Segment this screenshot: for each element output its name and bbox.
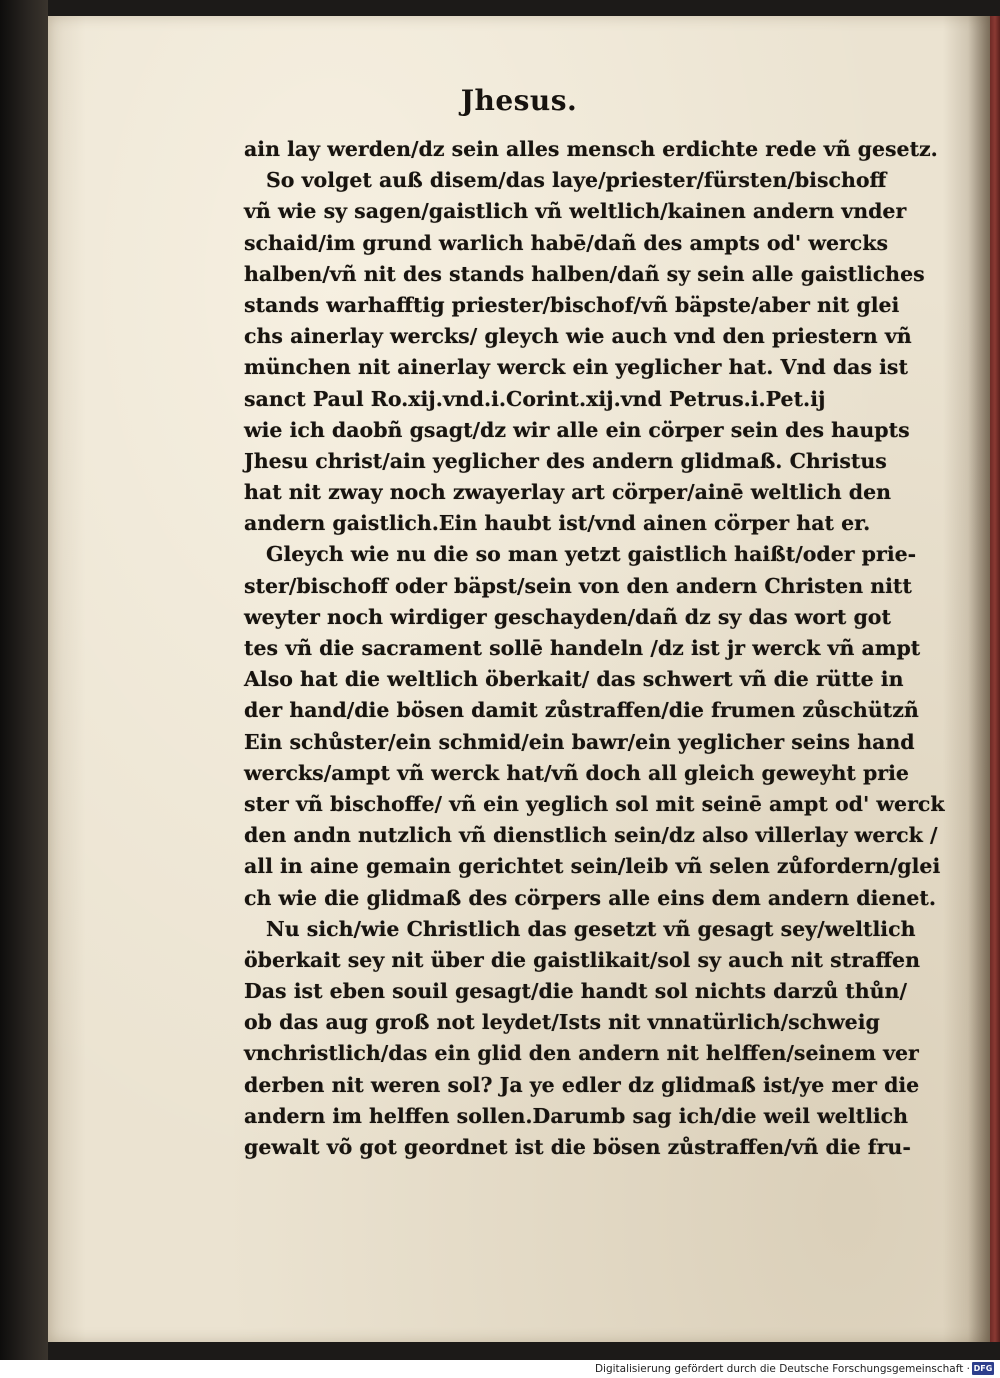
footer-bar (0, 1360, 1000, 1378)
page-red-edge (990, 16, 1000, 1342)
text-line: sanct Paul Ro.xij.vnd.i.Corint.xij.vnd Petrus.i.Pet.ij (244, 386, 826, 411)
text-line: Also hat die weltlich öberkait/ das schwert vñ die rütte in (244, 667, 904, 692)
text-line: öberkait sey nit über die gaistlikait/sol sy auch nit straffen (244, 947, 921, 972)
text-line: Das ist eben souil gesagt/die handt sol nichts darzů thůn/ (244, 979, 907, 1004)
text-line: der hand/die bösen damit zůstraffen/die frumen zůschützñ (244, 698, 919, 723)
text-line: wie ich daobñ gsagt/dz wir alle ein cörper sein des haupts (244, 417, 910, 442)
text-line: ch wie die glidmaß des cörpers alle eins dem andern dienet. (244, 885, 937, 910)
dfg-logo-icon: DFG (973, 1364, 993, 1373)
text-line: andern im helffen sollen.Darumb sag ich/die weil weltlich (244, 1103, 909, 1128)
text-line: wercks/ampt vñ werck hat/vñ doch all gleich geweyht prie (244, 760, 909, 785)
text-line: Jhesu christ/ain yeglicher des andern glidmaß. Christus (244, 448, 887, 473)
text-line: münchen nit ainerlay werck ein yeglicher hat. Vnd das ist (244, 355, 908, 380)
text-line: chs ainerlay wercks/ gleych wie auch vnd den priestern vñ (244, 324, 912, 349)
running-head: Jhesus. (460, 84, 578, 117)
text-line: Ein schůster/ein schmid/ein bawr/ein yeglicher seins hand (244, 729, 915, 754)
text-line: derben nit weren sol? Ja ye edler dz glidmaß ist/ye mer die (244, 1072, 920, 1097)
text-line: andern gaistlich.Ein haubt ist/vnd ainen cörper hat er. (244, 511, 871, 536)
text-line: schaid/im grund warlich habē/dañ des ampts od' wercks (244, 230, 889, 255)
text-line: vnchristlich/das ein glid den andern nit helffen/seinem ver (244, 1041, 919, 1066)
text-line: halben/vñ nit des stands halben/dañ sy sein alle gaistliches (244, 261, 925, 286)
text-line: weyter noch wirdiger geschayden/dañ dz sy das wort got (244, 604, 891, 629)
text-line: ster/bischoff oder bäpst/sein von den andern Christen nitt (244, 573, 912, 598)
text-line: So volget auß disem/das laye/priester/fürsten/bischoff (266, 168, 887, 193)
text-line: all in aine gemain gerichtet sein/leib vñ selen zůfordern/glei (244, 854, 941, 879)
text-line: vñ wie sy sagen/gaistlich vñ weltlich/kainen andern vnder (244, 199, 907, 224)
book-board-edge (0, 0, 48, 1360)
book-page (48, 16, 990, 1342)
text-line: stands warhafftig priester/bischof/vñ bäpste/aber nit glei (244, 292, 900, 317)
text-line: Nu sich/wie Christlich das gesetzt vñ gesagt sey/weltlich (266, 916, 916, 941)
funding-note: Digitalisierung gefördert durch die Deutsche Forschungsgemeinschaft · (594, 1363, 970, 1375)
text-line: gewalt võ got geordnet ist die bösen zůstraffen/vñ die fru- (244, 1135, 911, 1159)
text-line: hat nit zway noch zwayerlay art cörper/ainē weltlich den (244, 480, 892, 505)
text-line: ob das aug groß not leydet/Ists nit vnnatürlich/schweig (244, 1010, 880, 1035)
text-line: den andn nutzlich vñ dienstlich sein/dz also villerlay werck / (244, 823, 938, 848)
text-line: ster vñ bischoffe/ vñ ein yeglich sol mit seinē ampt od' werck (244, 791, 945, 816)
text-line: ain lay werden/dz sein alles mensch erdichte rede vñ gesetz. (244, 137, 938, 161)
text-line: Gleych wie nu die so man yetzt gaistlich haißt/oder prie- (266, 542, 917, 567)
text-block (244, 134, 994, 1163)
text-line: tes vñ die sacrament sollē handeln /dz ist jr werck vñ ampt (244, 636, 921, 660)
